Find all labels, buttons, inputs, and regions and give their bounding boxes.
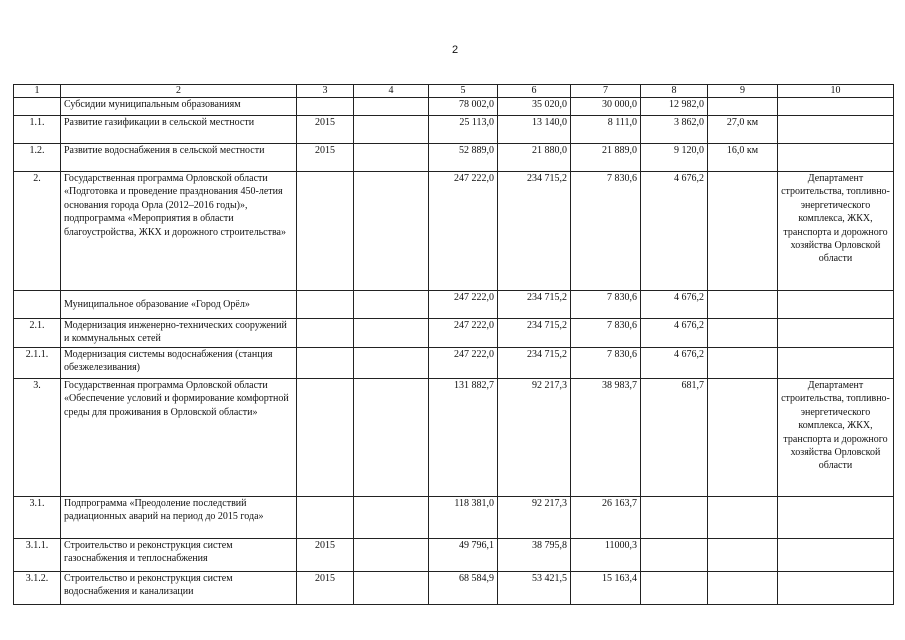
row-year bbox=[297, 98, 354, 116]
row-col5: 247 222,0 bbox=[429, 348, 498, 379]
header-cell: 9 bbox=[708, 85, 778, 98]
table-row bbox=[14, 379, 894, 497]
row-name: Муниципальное образование «Город Орёл» bbox=[61, 291, 297, 319]
row-year bbox=[297, 379, 354, 497]
row-col7: 26 163,7 bbox=[571, 497, 641, 539]
row-col9 bbox=[708, 291, 778, 319]
row-year: 2015 bbox=[297, 144, 354, 172]
row-col8 bbox=[641, 539, 708, 572]
row-col6: 92 217,3 bbox=[498, 379, 571, 497]
row-col9 bbox=[708, 539, 778, 572]
row-number: 2.1. bbox=[14, 319, 61, 348]
row-col8: 12 982,0 bbox=[641, 98, 708, 116]
row-col7: 11000,3 bbox=[571, 539, 641, 572]
row-name: Модернизация системы водоснабжения (станция обезжелезивания) bbox=[61, 348, 297, 379]
row-col9: 27,0 км bbox=[708, 116, 778, 144]
department-cell: Департамент строительства, топливно-энергетического комплекса, ЖКХ, транспорта и дорожного хозяйства Орловской области bbox=[778, 172, 894, 291]
row-year bbox=[297, 172, 354, 291]
row-year bbox=[297, 319, 354, 348]
row-col10 bbox=[778, 291, 894, 319]
row-col7: 38 983,7 bbox=[571, 379, 641, 497]
row-col9 bbox=[708, 98, 778, 116]
row-year bbox=[297, 348, 354, 379]
row-col9 bbox=[708, 348, 778, 379]
row-col7: 7 830,6 bbox=[571, 348, 641, 379]
row-col6: 234 715,2 bbox=[498, 291, 571, 319]
row-col8: 4 676,2 bbox=[641, 348, 708, 379]
row-number bbox=[14, 291, 61, 319]
row-col8: 9 120,0 bbox=[641, 144, 708, 172]
row-col6: 38 795,8 bbox=[498, 539, 571, 572]
row-col4 bbox=[354, 497, 429, 539]
row-col10 bbox=[778, 116, 894, 144]
row-col9 bbox=[708, 172, 778, 291]
header-cell: 6 bbox=[498, 85, 571, 98]
row-col4 bbox=[354, 348, 429, 379]
row-col5: 247 222,0 bbox=[429, 172, 498, 291]
row-col5: 68 584,9 bbox=[429, 572, 498, 605]
row-name: Развитие газификации в сельской местности bbox=[61, 116, 297, 144]
department-cell: Департамент строительства, топливно-энергетического комплекса, ЖКХ, транспорта и дорожного хозяйства Орловской области bbox=[778, 379, 894, 497]
row-col6: 13 140,0 bbox=[498, 116, 571, 144]
row-col6: 234 715,2 bbox=[498, 348, 571, 379]
row-col5: 78 002,0 bbox=[429, 98, 498, 116]
row-col10 bbox=[778, 539, 894, 572]
row-col5: 118 381,0 bbox=[429, 497, 498, 539]
row-col10 bbox=[778, 319, 894, 348]
header-cell: 4 bbox=[354, 85, 429, 98]
row-col4 bbox=[354, 98, 429, 116]
header-cell: 7 bbox=[571, 85, 641, 98]
table-row bbox=[14, 116, 894, 144]
header-cell: 10 bbox=[778, 85, 894, 98]
table-row bbox=[14, 98, 894, 116]
row-year: 2015 bbox=[297, 539, 354, 572]
table-row bbox=[14, 319, 894, 348]
row-col10 bbox=[778, 497, 894, 539]
row-number: 2.1.1. bbox=[14, 348, 61, 379]
row-number: 2. bbox=[14, 172, 61, 291]
table-header-row bbox=[14, 85, 894, 98]
table-row bbox=[14, 172, 894, 291]
row-col8: 4 676,2 bbox=[641, 319, 708, 348]
row-col4 bbox=[354, 572, 429, 605]
budget-table bbox=[13, 84, 894, 605]
row-col10 bbox=[778, 144, 894, 172]
row-col5: 25 113,0 bbox=[429, 116, 498, 144]
row-col6: 21 880,0 bbox=[498, 144, 571, 172]
row-col8: 3 862,0 bbox=[641, 116, 708, 144]
row-col5: 52 889,0 bbox=[429, 144, 498, 172]
row-col9 bbox=[708, 379, 778, 497]
row-col10 bbox=[778, 348, 894, 379]
header-cell: 3 bbox=[297, 85, 354, 98]
header-cell: 2 bbox=[61, 85, 297, 98]
row-number: 3.1. bbox=[14, 497, 61, 539]
row-col4 bbox=[354, 379, 429, 497]
row-col7: 7 830,6 bbox=[571, 291, 641, 319]
row-name: Строительство и реконструкция систем газоснабжения и теплоснабжения bbox=[61, 539, 297, 572]
row-number bbox=[14, 98, 61, 116]
row-number: 1.1. bbox=[14, 116, 61, 144]
table-row bbox=[14, 144, 894, 172]
row-col4 bbox=[354, 144, 429, 172]
row-col7: 7 830,6 bbox=[571, 172, 641, 291]
row-name: Субсидии муниципальным образованиям bbox=[61, 98, 297, 116]
row-col4 bbox=[354, 291, 429, 319]
row-col4 bbox=[354, 172, 429, 291]
row-name: Государственная программа Орловской области «Подготовка и проведение празднования 450-летия основания города Орла (2012–2016 годы)», подпрограмма «Мероприятия в области благоустройства, ЖКХ и дорожного строительства» bbox=[61, 172, 297, 291]
row-col4 bbox=[354, 116, 429, 144]
row-number: 3. bbox=[14, 379, 61, 497]
row-col10 bbox=[778, 98, 894, 116]
row-year: 2015 bbox=[297, 572, 354, 605]
row-name: Строительство и реконструкция систем водоснабжения и канализации bbox=[61, 572, 297, 605]
row-col7: 30 000,0 bbox=[571, 98, 641, 116]
row-col7: 7 830,6 bbox=[571, 319, 641, 348]
row-name: Государственная программа Орловской области «Обеспечение условий и формирование комфортной среды для проживания в Орловской области» bbox=[61, 379, 297, 497]
header-cell: 5 bbox=[429, 85, 498, 98]
row-col9: 16,0 км bbox=[708, 144, 778, 172]
table-row bbox=[14, 348, 894, 379]
row-col5: 247 222,0 bbox=[429, 291, 498, 319]
row-col8: 4 676,2 bbox=[641, 291, 708, 319]
row-name: Модернизация инженерно-технических сооружений и коммунальных сетей bbox=[61, 319, 297, 348]
row-col5: 49 796,1 bbox=[429, 539, 498, 572]
row-col8 bbox=[641, 497, 708, 539]
row-col7: 21 889,0 bbox=[571, 144, 641, 172]
row-col6: 35 020,0 bbox=[498, 98, 571, 116]
row-col7: 8 111,0 bbox=[571, 116, 641, 144]
row-col4 bbox=[354, 539, 429, 572]
row-col9 bbox=[708, 572, 778, 605]
row-col8: 681,7 bbox=[641, 379, 708, 497]
row-col6: 53 421,5 bbox=[498, 572, 571, 605]
row-col8 bbox=[641, 572, 708, 605]
table-row bbox=[14, 497, 894, 539]
page-number: 2 bbox=[451, 44, 459, 56]
row-col8: 4 676,2 bbox=[641, 172, 708, 291]
row-col6: 92 217,3 bbox=[498, 497, 571, 539]
row-col10 bbox=[778, 572, 894, 605]
row-number: 1.2. bbox=[14, 144, 61, 172]
row-col9 bbox=[708, 497, 778, 539]
row-number: 3.1.1. bbox=[14, 539, 61, 572]
row-col9 bbox=[708, 319, 778, 348]
table-row bbox=[14, 572, 894, 605]
row-col5: 247 222,0 bbox=[429, 319, 498, 348]
row-year bbox=[297, 291, 354, 319]
row-col5: 131 882,7 bbox=[429, 379, 498, 497]
row-col4 bbox=[354, 319, 429, 348]
row-name: Подпрограмма «Преодоление последствий радиационных аварий на период до 2015 года» bbox=[61, 497, 297, 539]
row-year: 2015 bbox=[297, 116, 354, 144]
header-cell: 8 bbox=[641, 85, 708, 98]
header-cell: 1 bbox=[14, 85, 61, 98]
table-row bbox=[14, 539, 894, 572]
row-year bbox=[297, 497, 354, 539]
row-col6: 234 715,2 bbox=[498, 319, 571, 348]
row-name: Развитие водоснабжения в сельской местности bbox=[61, 144, 297, 172]
row-number: 3.1.2. bbox=[14, 572, 61, 605]
row-col7: 15 163,4 bbox=[571, 572, 641, 605]
row-col6: 234 715,2 bbox=[498, 172, 571, 291]
table-row bbox=[14, 291, 894, 319]
